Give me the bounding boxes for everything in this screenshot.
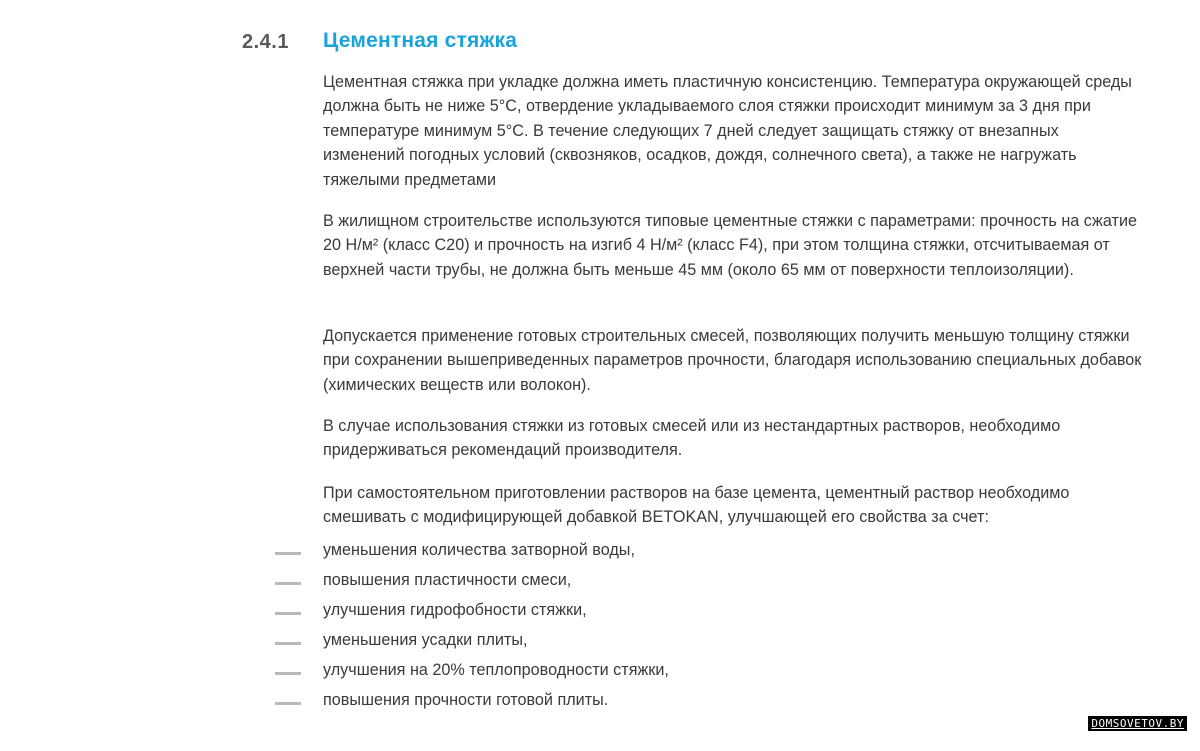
list-item-text: улучшения на 20% теплопроводности стяжки, bbox=[323, 661, 669, 679]
section-number: 2.4.1 bbox=[242, 31, 289, 53]
list-item bbox=[323, 595, 669, 625]
dash-bullet-icon bbox=[275, 642, 301, 645]
list-item-text: уменьшения количества затворной воды, bbox=[323, 541, 635, 559]
list-item bbox=[323, 535, 669, 565]
dash-bullet-icon bbox=[275, 552, 301, 555]
paragraph-5: При самостоятельном приготовлении растворов на базе цемента, цементный раствор необходимо смешивать с модифицирующей добавкой BETOKAN, улучшающей его свойства за счет: bbox=[323, 484, 1070, 527]
dash-bullet-icon bbox=[275, 582, 301, 585]
list-item bbox=[323, 685, 669, 715]
watermark: DOMSOVETOV.BY bbox=[1088, 716, 1187, 731]
list-item bbox=[323, 655, 669, 685]
list-item-text: повышения прочности готовой плиты. bbox=[323, 691, 609, 709]
list-item-text: уменьшения усадки плиты, bbox=[323, 631, 528, 649]
list-item bbox=[323, 625, 669, 655]
list-item-text: повышения пластичности смеси, bbox=[323, 571, 572, 589]
paragraph-4: В случае использования стяжки из готовых смесей или из нестандартных растворов, необходимо придерживаться рекомендаций производителя. bbox=[323, 417, 1061, 460]
dash-bullet-icon bbox=[275, 612, 301, 615]
list-item-text: улучшения гидрофобности стяжки, bbox=[323, 601, 587, 619]
benefits-list bbox=[323, 535, 669, 715]
paragraph-1: Цементная стяжка при укладке должна иметь пластичную консистенцию. Температура окружающей среды должна быть не ниже 5°С, отвердение укладываемого слоя стяжки происходит минимум за 3 дня при температуре минимум 5°С. В течение следующих 7 дней следует защищать стяжку от внезапных изменений погодных условий (сквозняков, осадков, дождя, солнечного света), а также не нагружать тяжелыми предметами bbox=[323, 73, 1132, 189]
dash-bullet-icon bbox=[275, 672, 301, 675]
dash-bullet-icon bbox=[275, 702, 301, 705]
paragraph-3: Допускается применение готовых строительных смесей, позволяющих получить меньшую толщину стяжки при сохранении вышеприведенных параметров прочности, благодаря использованию специальных добавок (химических веществ или волокон). bbox=[323, 327, 1142, 394]
section-title: Цементная стяжка bbox=[323, 29, 518, 52]
paragraph-2: В жилищном строительстве используются типовые цементные стяжки с параметрами: прочность на сжатие 20 Н/м² (класс С20) и прочность на изгиб 4 Н/м² (класс F4), при этом толщина стяжки, отсчитываемая от верхней части трубы, не должна быть меньше 45 мм (около 65 мм от поверхности теплоизоляции). bbox=[323, 212, 1137, 279]
list-item bbox=[323, 565, 669, 595]
